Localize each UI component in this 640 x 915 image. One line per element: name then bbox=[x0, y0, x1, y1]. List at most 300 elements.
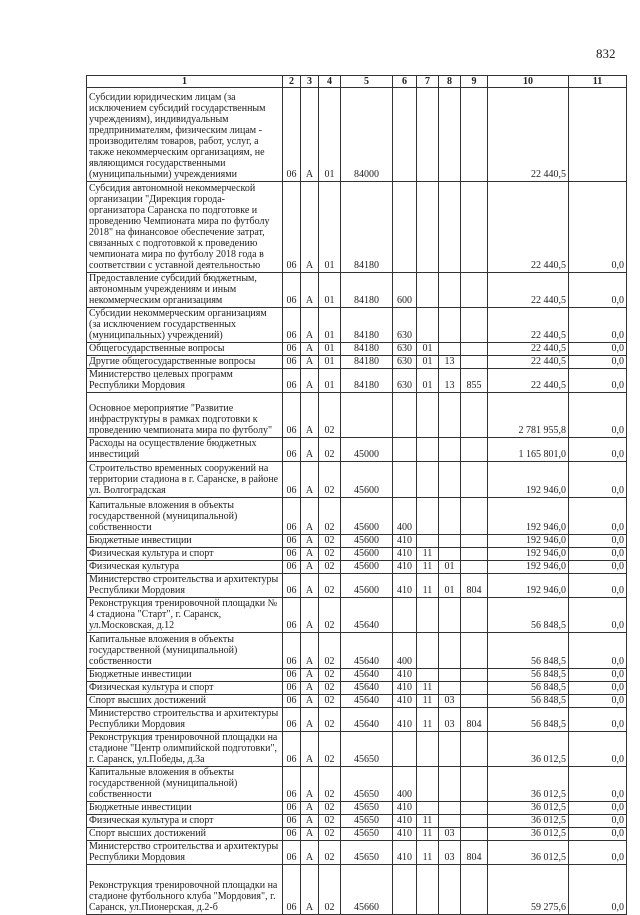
cell-c9 bbox=[461, 598, 488, 633]
cell-c5: 45640 bbox=[341, 669, 393, 682]
cell-c8 bbox=[439, 865, 461, 915]
cell-c11: 0,0 bbox=[569, 598, 627, 633]
cell-c4: 01 bbox=[319, 343, 341, 356]
cell-c3: А bbox=[301, 308, 319, 343]
cell-c6: 400 bbox=[393, 767, 417, 802]
cell-c5: 84180 bbox=[341, 273, 393, 308]
cell-c6: 410 bbox=[393, 669, 417, 682]
cell-c8 bbox=[439, 498, 461, 535]
cell-c11: 0,0 bbox=[569, 732, 627, 767]
cell-c5: 45600 bbox=[341, 548, 393, 561]
cell-c11: 0,0 bbox=[569, 815, 627, 828]
cell-c3: А bbox=[301, 815, 319, 828]
cell-c5: 84180 bbox=[341, 356, 393, 369]
cell-c5: 45660 bbox=[341, 865, 393, 915]
cell-c4: 02 bbox=[319, 695, 341, 708]
table-row bbox=[87, 815, 627, 828]
cell-c5: 84180 bbox=[341, 182, 393, 273]
cell-c5: 45640 bbox=[341, 695, 393, 708]
cell-c10: 192 946,0 bbox=[488, 462, 569, 498]
cell-c10: 22 440,5 bbox=[488, 308, 569, 343]
row-name: Строительство временных сооружений на территории стадиона в г. Саранске, в районе ул. Волгоградская bbox=[87, 462, 283, 498]
cell-c4: 01 bbox=[319, 356, 341, 369]
cell-c10: 56 848,5 bbox=[488, 708, 569, 732]
cell-c4: 01 bbox=[319, 308, 341, 343]
cell-c2: 06 bbox=[283, 633, 301, 669]
table-row bbox=[87, 88, 627, 182]
cell-c9: 804 bbox=[461, 574, 488, 598]
cell-c3: А bbox=[301, 356, 319, 369]
cell-c4: 02 bbox=[319, 682, 341, 695]
cell-c2: 06 bbox=[283, 767, 301, 802]
cell-c6 bbox=[393, 598, 417, 633]
cell-c9: 804 bbox=[461, 841, 488, 865]
cell-c5: 45650 bbox=[341, 802, 393, 815]
cell-c11: 0,0 bbox=[569, 308, 627, 343]
cell-c6: 410 bbox=[393, 574, 417, 598]
cell-c10: 192 946,0 bbox=[488, 498, 569, 535]
cell-c6: 630 bbox=[393, 356, 417, 369]
column-header: 7 bbox=[417, 76, 439, 88]
cell-c6: 600 bbox=[393, 273, 417, 308]
cell-c6 bbox=[393, 438, 417, 462]
cell-c7 bbox=[417, 88, 439, 182]
row-name: Субсидии юридическим лицам (за исключением субсидий государственным учреждениям), индивидуальным предпринимателям, физическим лицам - производителям товаров, работ, услуг, а также некоммерческим организациям, не являющимся государственными (муниципальными) учреждениями bbox=[87, 88, 283, 182]
cell-c8: 01 bbox=[439, 561, 461, 574]
cell-c6: 410 bbox=[393, 841, 417, 865]
cell-c11: 0,0 bbox=[569, 273, 627, 308]
cell-c10: 36 012,5 bbox=[488, 841, 569, 865]
cell-c2: 06 bbox=[283, 343, 301, 356]
row-name: Бюджетные инвестиции bbox=[87, 535, 283, 548]
row-name: Бюджетные инвестиции bbox=[87, 669, 283, 682]
cell-c10: 36 012,5 bbox=[488, 767, 569, 802]
cell-c2: 06 bbox=[283, 682, 301, 695]
table-row bbox=[87, 498, 627, 535]
cell-c10: 56 848,5 bbox=[488, 669, 569, 682]
cell-c9 bbox=[461, 548, 488, 561]
cell-c3: А bbox=[301, 598, 319, 633]
cell-c8 bbox=[439, 815, 461, 828]
cell-c6: 410 bbox=[393, 708, 417, 732]
cell-c11: 0,0 bbox=[569, 343, 627, 356]
cell-c7 bbox=[417, 498, 439, 535]
cell-c4: 02 bbox=[319, 462, 341, 498]
cell-c8 bbox=[439, 273, 461, 308]
table-row bbox=[87, 369, 627, 393]
row-name: Спорт высших достижений bbox=[87, 695, 283, 708]
cell-c5: 45000 bbox=[341, 438, 393, 462]
cell-c6: 410 bbox=[393, 802, 417, 815]
cell-c3: А bbox=[301, 88, 319, 182]
cell-c8 bbox=[439, 598, 461, 633]
cell-c9 bbox=[461, 802, 488, 815]
cell-c11: 0,0 bbox=[569, 535, 627, 548]
cell-c6: 410 bbox=[393, 561, 417, 574]
cell-c5 bbox=[341, 393, 393, 438]
cell-c7: 11 bbox=[417, 708, 439, 732]
cell-c4: 02 bbox=[319, 561, 341, 574]
cell-c7 bbox=[417, 802, 439, 815]
cell-c2: 06 bbox=[283, 369, 301, 393]
cell-c2: 06 bbox=[283, 574, 301, 598]
cell-c4: 02 bbox=[319, 633, 341, 669]
cell-c11: 0,0 bbox=[569, 767, 627, 802]
cell-c8 bbox=[439, 393, 461, 438]
cell-c6 bbox=[393, 182, 417, 273]
row-name: Реконструкция тренировочной площадки № 4 стадиона "Старт", г. Саранск, ул.Московская, д.12 bbox=[87, 598, 283, 633]
cell-c7: 01 bbox=[417, 356, 439, 369]
cell-c2: 06 bbox=[283, 182, 301, 273]
cell-c8 bbox=[439, 802, 461, 815]
cell-c9 bbox=[461, 498, 488, 535]
cell-c8 bbox=[439, 438, 461, 462]
row-name: Капитальные вложения в объекты государственной (муниципальной) собственности bbox=[87, 498, 283, 535]
row-name: Министерство строительства и архитектуры Республики Мордовия bbox=[87, 574, 283, 598]
cell-c3: А bbox=[301, 498, 319, 535]
cell-c10: 36 012,5 bbox=[488, 732, 569, 767]
cell-c9 bbox=[461, 308, 488, 343]
cell-c7 bbox=[417, 669, 439, 682]
cell-c4: 01 bbox=[319, 88, 341, 182]
cell-c8: 03 bbox=[439, 708, 461, 732]
cell-c9: 855 bbox=[461, 369, 488, 393]
cell-c10: 192 946,0 bbox=[488, 561, 569, 574]
cell-c2: 06 bbox=[283, 828, 301, 841]
table-row bbox=[87, 548, 627, 561]
cell-c10: 192 946,0 bbox=[488, 548, 569, 561]
cell-c9 bbox=[461, 732, 488, 767]
table-row bbox=[87, 695, 627, 708]
cell-c3: А bbox=[301, 841, 319, 865]
cell-c2: 06 bbox=[283, 308, 301, 343]
table-row bbox=[87, 343, 627, 356]
cell-c3: А bbox=[301, 633, 319, 669]
cell-c9 bbox=[461, 535, 488, 548]
cell-c7: 11 bbox=[417, 815, 439, 828]
cell-c6 bbox=[393, 462, 417, 498]
table-row bbox=[87, 841, 627, 865]
cell-c9 bbox=[461, 815, 488, 828]
cell-c4: 02 bbox=[319, 438, 341, 462]
cell-c2: 06 bbox=[283, 535, 301, 548]
row-name: Субсидии некоммерческим организациям (за исключением государственных (муниципальных) учреждений) bbox=[87, 308, 283, 343]
cell-c3: А bbox=[301, 708, 319, 732]
cell-c9 bbox=[461, 393, 488, 438]
cell-c3: А bbox=[301, 343, 319, 356]
cell-c7: 01 bbox=[417, 369, 439, 393]
cell-c9 bbox=[461, 343, 488, 356]
cell-c3: А bbox=[301, 732, 319, 767]
cell-c11: 0,0 bbox=[569, 633, 627, 669]
cell-c11: 0,0 bbox=[569, 828, 627, 841]
cell-c11: 0,0 bbox=[569, 438, 627, 462]
cell-c3: А bbox=[301, 682, 319, 695]
cell-c4: 02 bbox=[319, 574, 341, 598]
cell-c4: 02 bbox=[319, 598, 341, 633]
cell-c6 bbox=[393, 393, 417, 438]
cell-c4: 02 bbox=[319, 828, 341, 841]
cell-c2: 06 bbox=[283, 708, 301, 732]
cell-c3: А bbox=[301, 865, 319, 915]
cell-c4: 02 bbox=[319, 535, 341, 548]
cell-c3: А bbox=[301, 369, 319, 393]
cell-c5: 45640 bbox=[341, 598, 393, 633]
cell-c5: 45640 bbox=[341, 633, 393, 669]
cell-c9: 804 bbox=[461, 708, 488, 732]
cell-c9 bbox=[461, 356, 488, 369]
cell-c3: А bbox=[301, 669, 319, 682]
cell-c5: 84180 bbox=[341, 369, 393, 393]
cell-c11: 0,0 bbox=[569, 462, 627, 498]
cell-c3: А bbox=[301, 393, 319, 438]
column-header: 2 bbox=[283, 76, 301, 88]
cell-c10: 22 440,5 bbox=[488, 273, 569, 308]
cell-c8 bbox=[439, 182, 461, 273]
cell-c2: 06 bbox=[283, 802, 301, 815]
table-row bbox=[87, 708, 627, 732]
cell-c2: 06 bbox=[283, 356, 301, 369]
row-name: Физическая культура и спорт bbox=[87, 815, 283, 828]
cell-c7: 11 bbox=[417, 574, 439, 598]
cell-c4: 02 bbox=[319, 548, 341, 561]
row-name: Спорт высших достижений bbox=[87, 828, 283, 841]
row-name: Другие общегосударственные вопросы bbox=[87, 356, 283, 369]
cell-c5: 45650 bbox=[341, 815, 393, 828]
cell-c11: 0,0 bbox=[569, 182, 627, 273]
cell-c8 bbox=[439, 308, 461, 343]
cell-c2: 06 bbox=[283, 393, 301, 438]
cell-c7 bbox=[417, 732, 439, 767]
cell-c6: 400 bbox=[393, 498, 417, 535]
cell-c11: 0,0 bbox=[569, 695, 627, 708]
cell-c10: 36 012,5 bbox=[488, 828, 569, 841]
row-name: Капитальные вложения в объекты государственной (муниципальной) собственности bbox=[87, 633, 283, 669]
table-row bbox=[87, 682, 627, 695]
cell-c5: 45600 bbox=[341, 574, 393, 598]
cell-c4: 01 bbox=[319, 369, 341, 393]
cell-c4: 02 bbox=[319, 669, 341, 682]
cell-c5: 45650 bbox=[341, 828, 393, 841]
cell-c10: 2 781 955,8 bbox=[488, 393, 569, 438]
column-header: 6 bbox=[393, 76, 417, 88]
cell-c2: 06 bbox=[283, 273, 301, 308]
cell-c6: 410 bbox=[393, 535, 417, 548]
cell-c3: А bbox=[301, 462, 319, 498]
table-row bbox=[87, 828, 627, 841]
table-row bbox=[87, 356, 627, 369]
cell-c10: 56 848,5 bbox=[488, 633, 569, 669]
cell-c8 bbox=[439, 732, 461, 767]
column-header: 4 bbox=[319, 76, 341, 88]
cell-c6: 410 bbox=[393, 815, 417, 828]
row-name: Физическая культура и спорт bbox=[87, 682, 283, 695]
cell-c2: 06 bbox=[283, 732, 301, 767]
cell-c7 bbox=[417, 393, 439, 438]
row-name: Капитальные вложения в объекты государственной (муниципальной) собственности bbox=[87, 767, 283, 802]
cell-c2: 06 bbox=[283, 438, 301, 462]
cell-c3: А bbox=[301, 438, 319, 462]
cell-c4: 02 bbox=[319, 815, 341, 828]
cell-c5: 84180 bbox=[341, 343, 393, 356]
cell-c6: 410 bbox=[393, 828, 417, 841]
cell-c2: 06 bbox=[283, 841, 301, 865]
cell-c7 bbox=[417, 273, 439, 308]
cell-c9 bbox=[461, 828, 488, 841]
cell-c6 bbox=[393, 88, 417, 182]
cell-c3: А bbox=[301, 574, 319, 598]
cell-c6 bbox=[393, 865, 417, 915]
cell-c4: 02 bbox=[319, 841, 341, 865]
cell-c2: 06 bbox=[283, 561, 301, 574]
cell-c7 bbox=[417, 462, 439, 498]
table-row bbox=[87, 393, 627, 438]
cell-c5: 45650 bbox=[341, 732, 393, 767]
cell-c8: 03 bbox=[439, 828, 461, 841]
cell-c10: 59 275,6 bbox=[488, 865, 569, 915]
cell-c9 bbox=[461, 462, 488, 498]
cell-c4: 02 bbox=[319, 767, 341, 802]
cell-c3: А bbox=[301, 535, 319, 548]
cell-c2: 06 bbox=[283, 865, 301, 915]
cell-c10: 192 946,0 bbox=[488, 574, 569, 598]
page-number: 832 bbox=[596, 46, 616, 61]
cell-c8: 03 bbox=[439, 695, 461, 708]
cell-c4: 02 bbox=[319, 732, 341, 767]
table-row bbox=[87, 182, 627, 273]
cell-c10: 1 165 801,0 bbox=[488, 438, 569, 462]
cell-c4: 02 bbox=[319, 865, 341, 915]
table-row bbox=[87, 865, 627, 915]
cell-c2: 06 bbox=[283, 498, 301, 535]
cell-c5: 45650 bbox=[341, 841, 393, 865]
cell-c4: 02 bbox=[319, 498, 341, 535]
cell-c9 bbox=[461, 561, 488, 574]
cell-c11: 0,0 bbox=[569, 393, 627, 438]
cell-c3: А bbox=[301, 695, 319, 708]
column-header: 1 bbox=[87, 76, 283, 88]
row-name: Общегосударственные вопросы bbox=[87, 343, 283, 356]
table-row bbox=[87, 462, 627, 498]
row-name: Физическая культура bbox=[87, 561, 283, 574]
cell-c10: 56 848,5 bbox=[488, 695, 569, 708]
cell-c7 bbox=[417, 865, 439, 915]
cell-c4: 01 bbox=[319, 182, 341, 273]
row-name: Предоставление субсидий бюджетным, автономным учреждениям и иным некоммерческим организациям bbox=[87, 273, 283, 308]
cell-c8: 01 bbox=[439, 574, 461, 598]
row-name: Физическая культура и спорт bbox=[87, 548, 283, 561]
cell-c10: 56 848,5 bbox=[488, 598, 569, 633]
table-row bbox=[87, 633, 627, 669]
cell-c6: 630 bbox=[393, 308, 417, 343]
cell-c11: 0,0 bbox=[569, 682, 627, 695]
column-header: 11 bbox=[569, 76, 627, 88]
cell-c6 bbox=[393, 732, 417, 767]
cell-c4: 02 bbox=[319, 393, 341, 438]
cell-c7: 11 bbox=[417, 695, 439, 708]
cell-c9 bbox=[461, 682, 488, 695]
row-name: Реконструкция тренировочной площадки на стадионе "Центр олимпийской подготовки", г. Саранск, ул.Победы, д.3а bbox=[87, 732, 283, 767]
cell-c11: 0,0 bbox=[569, 356, 627, 369]
cell-c4: 01 bbox=[319, 273, 341, 308]
cell-c11: 0,0 bbox=[569, 574, 627, 598]
row-name: Расходы на осуществление бюджетных инвестиций bbox=[87, 438, 283, 462]
cell-c7 bbox=[417, 535, 439, 548]
cell-c7 bbox=[417, 598, 439, 633]
cell-c11: 0,0 bbox=[569, 802, 627, 815]
cell-c9 bbox=[461, 865, 488, 915]
cell-c7: 11 bbox=[417, 682, 439, 695]
column-header: 5 bbox=[341, 76, 393, 88]
cell-c11: 0,0 bbox=[569, 669, 627, 682]
cell-c8 bbox=[439, 669, 461, 682]
cell-c2: 06 bbox=[283, 462, 301, 498]
cell-c3: А bbox=[301, 561, 319, 574]
cell-c5: 45600 bbox=[341, 498, 393, 535]
cell-c2: 06 bbox=[283, 695, 301, 708]
cell-c3: А bbox=[301, 548, 319, 561]
cell-c5: 45640 bbox=[341, 708, 393, 732]
cell-c9 bbox=[461, 767, 488, 802]
cell-c10: 22 440,5 bbox=[488, 369, 569, 393]
cell-c8 bbox=[439, 343, 461, 356]
cell-c10: 36 012,5 bbox=[488, 815, 569, 828]
column-header: 3 bbox=[301, 76, 319, 88]
cell-c7 bbox=[417, 438, 439, 462]
cell-c3: А bbox=[301, 767, 319, 802]
cell-c8: 13 bbox=[439, 356, 461, 369]
cell-c3: А bbox=[301, 273, 319, 308]
column-header: 9 bbox=[461, 76, 488, 88]
cell-c5: 84000 bbox=[341, 88, 393, 182]
cell-c5: 45650 bbox=[341, 767, 393, 802]
cell-c6: 630 bbox=[393, 369, 417, 393]
cell-c10: 22 440,5 bbox=[488, 343, 569, 356]
table-header-row bbox=[87, 76, 627, 88]
row-name: Министерство строительства и архитектуры Республики Мордовия bbox=[87, 708, 283, 732]
cell-c11: 0,0 bbox=[569, 708, 627, 732]
cell-c9 bbox=[461, 273, 488, 308]
cell-c8 bbox=[439, 548, 461, 561]
cell-c7 bbox=[417, 308, 439, 343]
cell-c6: 410 bbox=[393, 548, 417, 561]
cell-c7: 11 bbox=[417, 548, 439, 561]
cell-c7 bbox=[417, 633, 439, 669]
cell-c9 bbox=[461, 88, 488, 182]
cell-c8 bbox=[439, 767, 461, 802]
cell-c11: 0,0 bbox=[569, 498, 627, 535]
cell-c2: 06 bbox=[283, 598, 301, 633]
cell-c8 bbox=[439, 535, 461, 548]
cell-c9 bbox=[461, 438, 488, 462]
cell-c5: 45600 bbox=[341, 462, 393, 498]
cell-c8: 03 bbox=[439, 841, 461, 865]
table-row bbox=[87, 273, 627, 308]
row-name: Министерство целевых программ Республики Мордовия bbox=[87, 369, 283, 393]
cell-c11 bbox=[569, 88, 627, 182]
cell-c11: 0,0 bbox=[569, 369, 627, 393]
row-name: Бюджетные инвестиции bbox=[87, 802, 283, 815]
cell-c10: 22 440,5 bbox=[488, 356, 569, 369]
cell-c5: 45600 bbox=[341, 535, 393, 548]
table-row bbox=[87, 438, 627, 462]
cell-c3: А bbox=[301, 182, 319, 273]
cell-c10: 22 440,5 bbox=[488, 182, 569, 273]
cell-c8: 13 bbox=[439, 369, 461, 393]
cell-c8 bbox=[439, 682, 461, 695]
cell-c10: 56 848,5 bbox=[488, 682, 569, 695]
column-header: 10 bbox=[488, 76, 569, 88]
